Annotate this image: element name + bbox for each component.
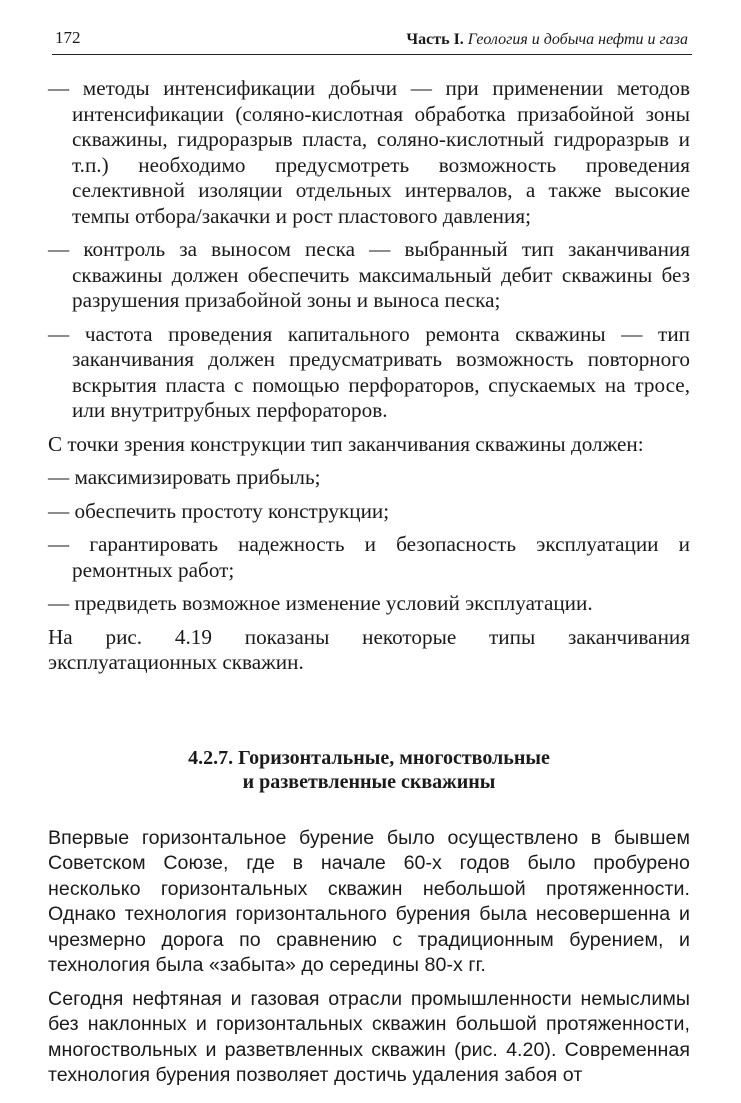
part-label: Часть I. xyxy=(406,31,464,48)
chapter-title xyxy=(406,31,688,49)
bullet-simplicity: — обеспечить простоту конструкции; xyxy=(48,498,390,523)
bullet-workover-frequency: — частота проведения капитального ремонта скважины — тип заканчивания должен предусматривать возможность повторного вскрытия пласта с помощью перфораторов, спускаемых на тросе, или внутритрубных перфораторов. xyxy=(48,321,690,422)
bullet-reliability: — гарантировать надежность и безопасность эксплуатации и ремонтных работ; xyxy=(48,532,690,582)
page-number: 172 xyxy=(55,28,81,47)
construction-intro: С точки зрения конструкции тип заканчивания скважины должен: xyxy=(48,431,644,456)
chapter-topic: Геология и добыча нефти и газа xyxy=(467,31,688,48)
bullet-sand-control: — контроль за выносом песка — выбранный тип заканчивания скважины должен обеспечить максимальный дебит скважины без разрушения призабойной зоны и выноса песка; xyxy=(48,237,690,312)
section-heading-line-2: и разветвленные скважины xyxy=(242,770,496,793)
bullet-maximize-profit: — максимизировать прибыль; xyxy=(48,465,321,489)
history-paragraph: Впервые горизонтальное бурение было осуществлено в бывшем Советском Союзе, где в начале 60-х годов было пробурено несколько горизонтальных скважин небольшой протяженности. Однако технология горизонтального бурения была несовершенна и чрезмерно дорога по сравнению с традиционным бурением, и технология была «забыта» до середины 80-х гг. xyxy=(48,826,690,976)
figure-reference-paragraph: На рис. 4.19 показаны некоторые типы заканчивания эксплуатационных скважин. xyxy=(48,624,690,674)
running-header xyxy=(52,26,692,55)
bullet-anticipate-changes: — предвидеть возможное изменение условий эксплуатации. xyxy=(48,591,593,615)
heading-spacer xyxy=(48,794,690,826)
modern-technology-paragraph: Сегодня нефтяная и газовая отрасли промышленности немыслимы без наклонных и горизонтальных скважин большой протяженности, многоствольных и разветвленных скважин (рис. 4.20). Современная технология бурения позволяет достичь удаления забоя от xyxy=(48,987,690,1086)
bullet-stimulation-methods: — методы интенсификации добычи — при применении методов интенсификации (соляно-кислотная обработка призабойной зоны скважины, гидроразрыв пласта, соляно-кислотный гидроразрыв и т.п.) необходимо предусмотреть возможность проведения селективной изоляции отдельных интервалов, а также высокие темпы отбора/закачки и рост пластового давления; xyxy=(48,76,690,228)
section-heading xyxy=(48,746,690,794)
page-body xyxy=(48,76,690,1097)
section-heading-line-1: 4.2.7. Горизонтальные, многоствольные xyxy=(188,746,550,769)
